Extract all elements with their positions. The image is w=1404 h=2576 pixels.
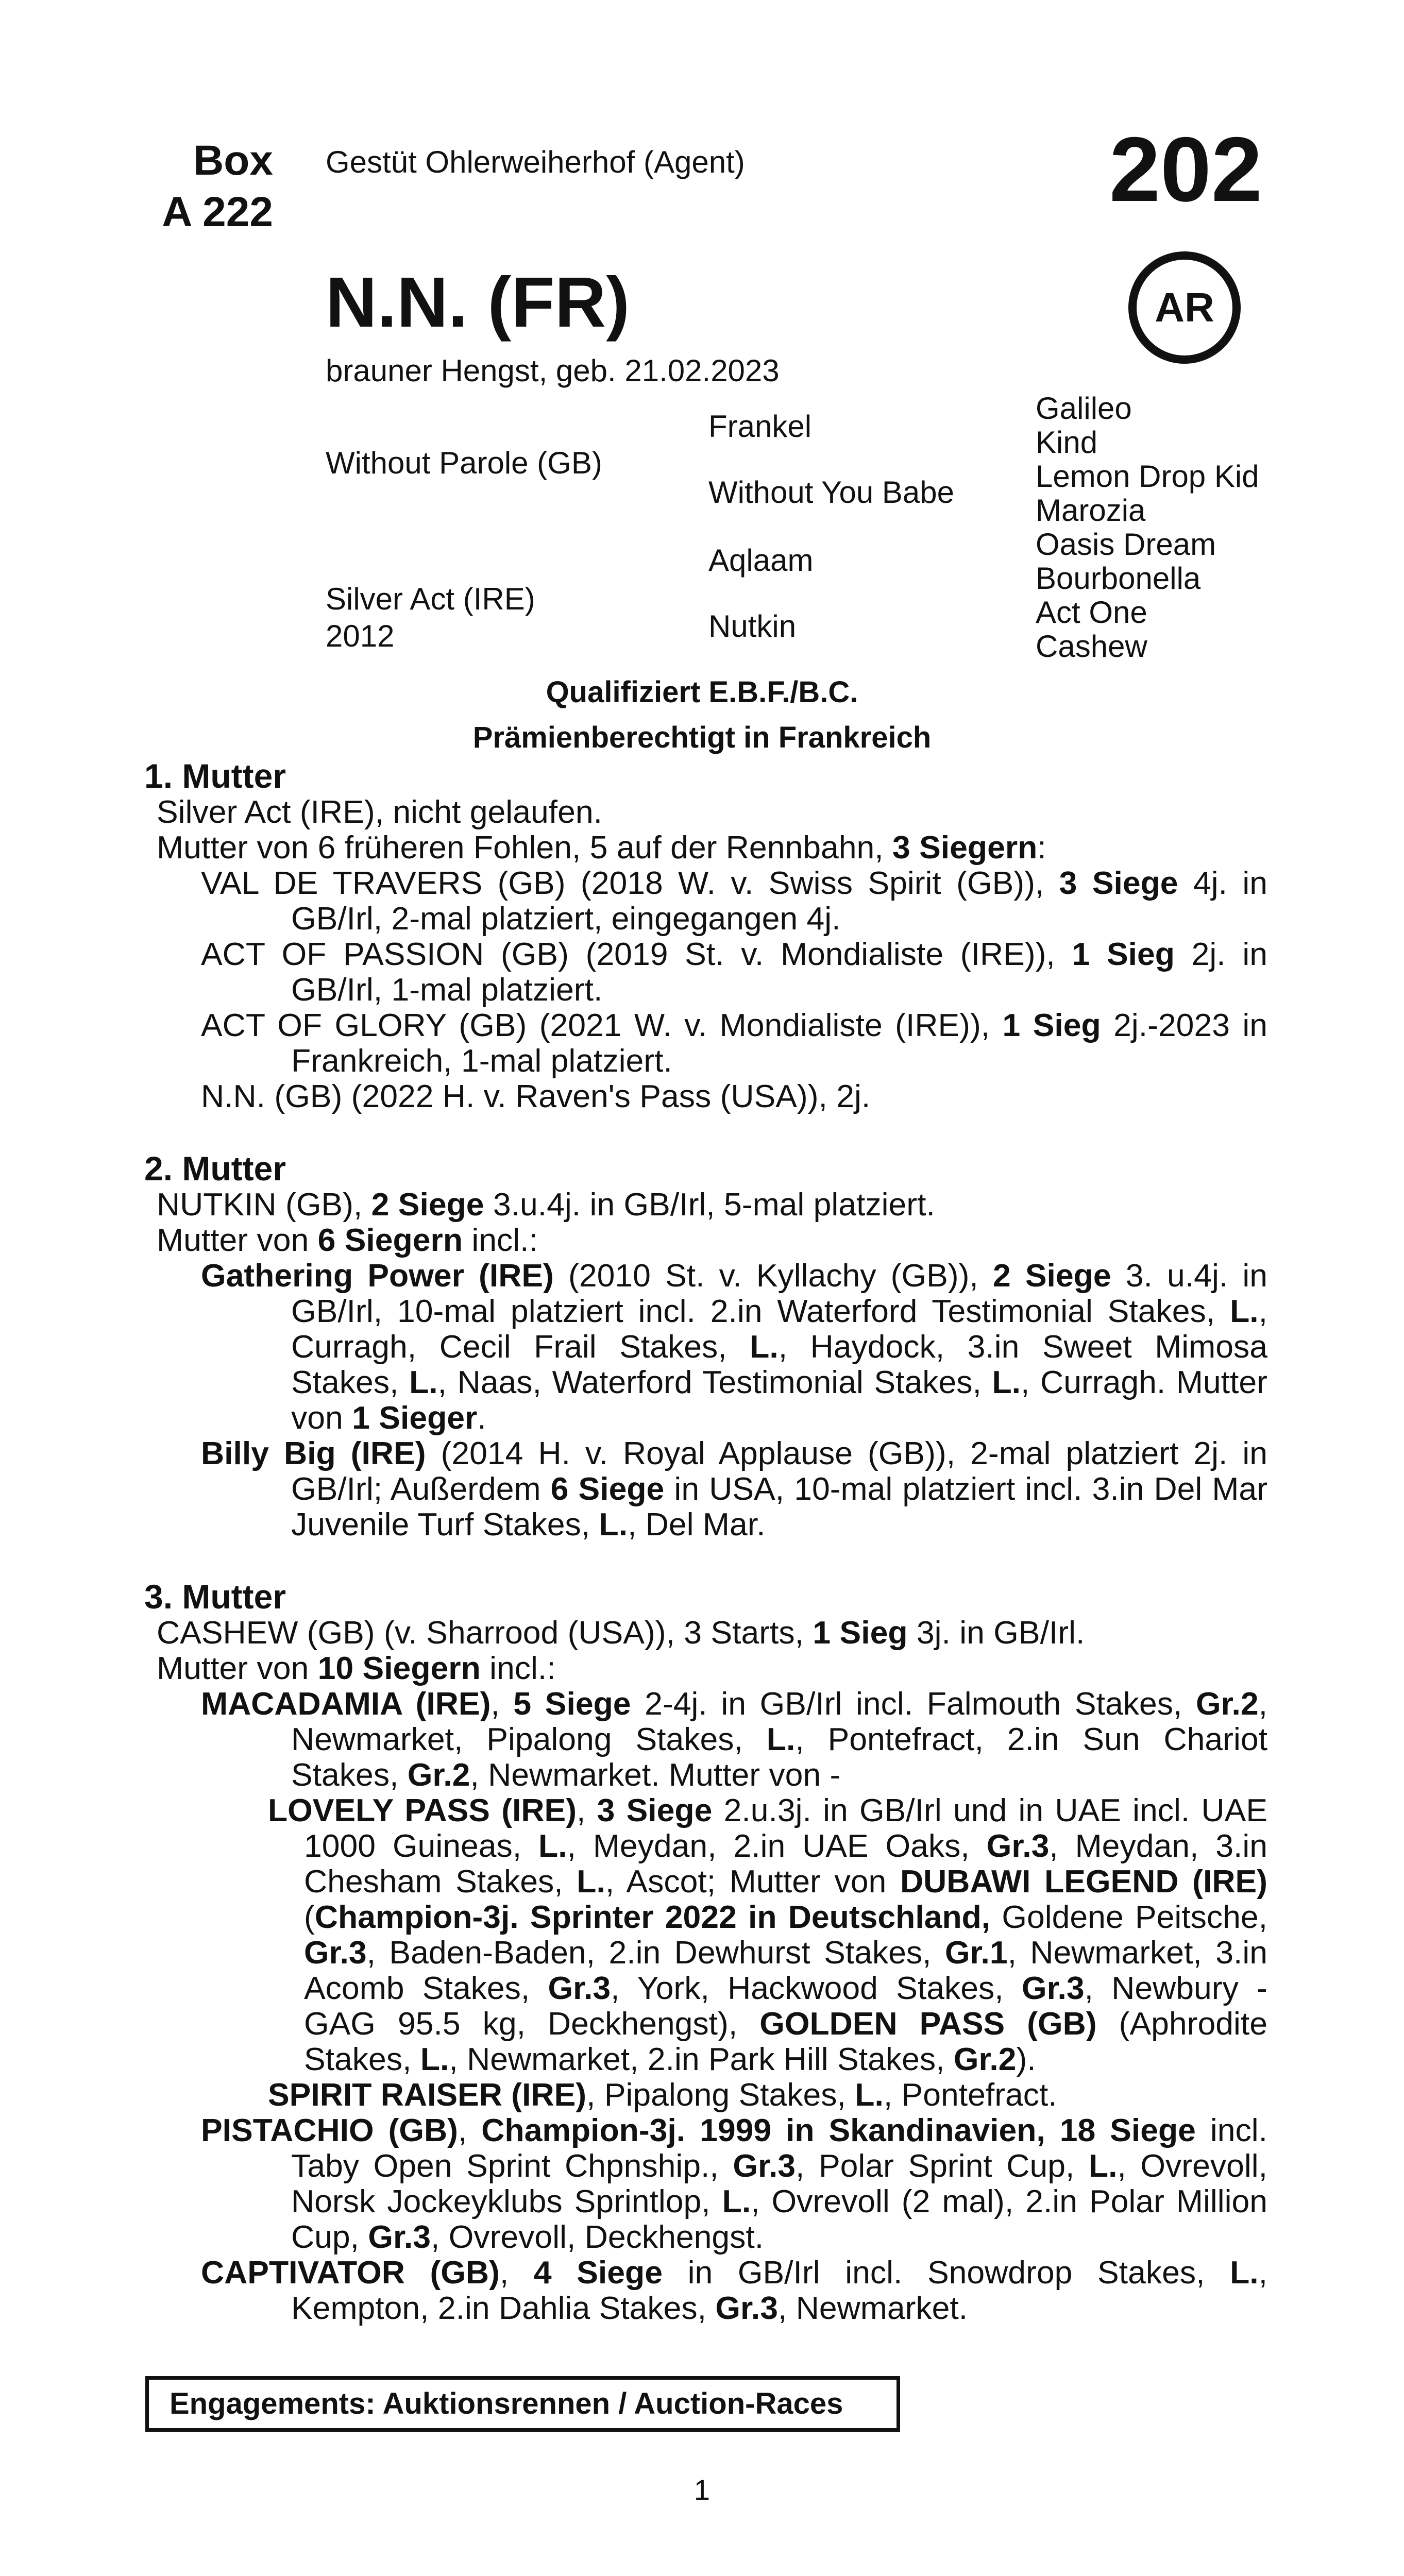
offspring-entry: ACT OF PASSION (GB) (2019 St. v. Mondialiste (IRE)), 1 Sieg 2j. in GB/Irl, 1-mal platziert. [201,936,1267,1008]
pedigree-sire-dam: Without You Babe [708,475,955,510]
page-number: 1 [693,2473,711,2506]
pedigree-dam-dam: Nutkin [708,609,797,643]
section-heading: 2. Mutter [144,1149,286,1188]
pedigree-sire-sire: Frankel [708,409,812,444]
pedigree-gen3-item: Oasis Dream [1036,527,1216,562]
pedigree-gen3-item: Bourbonella [1036,561,1201,596]
pedigree-gen3-item: Marozia [1036,493,1146,528]
lot-number: 202 [1109,118,1262,221]
pedigree-gen3-item: Lemon Drop Kid [1036,459,1259,494]
offspring-summary: Mutter von 6 früheren Fohlen, 5 auf der Rennbahn, 3 Siegern: [157,829,1046,866]
pedigree-gen3 [1036,392,1259,664]
pedigree-dam: Silver Act (IRE) [326,582,535,616]
ar-badge-icon: AR [1128,251,1241,364]
box-label-line2: A 222 [162,189,273,235]
qualification-line1: Qualifiziert E.B.F./B.C. [546,675,858,709]
offspring-entry: Gathering Power (IRE) (2010 St. v. Kyllachy (GB)), 2 Siege 3. u.4j. in GB/Irl, 10-mal platziert incl. 2.in Waterford Testimonial Stakes, L., Curragh, Cecil Frail Stakes, L., Haydock, 3.in Sweet Mimosa Stakes, L., Naas, Waterford Testimonial Stakes, L., Curragh. Mutter von 1 Sieger. [201,1258,1268,1436]
offspring-entry: Billy Big (IRE) (2014 H. v. Royal Applause (GB)), 2-mal platziert 2j. in GB/Irl; Außerdem 6 Siege in USA, 10-mal platziert incl. 3.in Del Mar Juvenile Turf Stakes, L., Del Mar. [201,1435,1268,1543]
pedigree-gen3-item: Galileo [1036,391,1132,426]
engagements-box: Engagements: Auktionsrennen / Auction-Races [145,2376,900,2432]
pedigree-gen3-item: Act One [1036,595,1147,630]
offspring-entry: VAL DE TRAVERS (GB) (2018 W. v. Swiss Spirit (GB)), 3 Siege 4j. in GB/Irl, 2-mal platziert, eingegangen 4j. [201,865,1268,937]
dam-intro: CASHEW (GB) (v. Sharrood (USA)), 3 Starts, 1 Sieg 3j. in GB/Irl. [157,1615,1085,1651]
dam-line-text [144,757,1267,2326]
agent-name: Gestüt Ohlerweiherhof (Agent) [326,145,745,179]
horse-name: N.N. (FR) [326,263,630,342]
dam-intro: Silver Act (IRE), nicht gelaufen. [157,794,602,830]
offspring-entry: SPIRIT RAISER (IRE), Pipalong Stakes, L., Pontefract. [268,2077,1057,2113]
pedigree-gen3-item: Kind [1036,425,1098,460]
box-label [124,135,273,238]
offspring-entry: CAPTIVATOR (GB), 4 Siege in GB/Irl incl. Snowdrop Stakes, L., Kempton, 2.in Dahlia Stakes, Gr.3, Newmarket. [201,2255,1267,2326]
offspring-entry: ACT OF GLORY (GB) (2021 W. v. Mondialiste (IRE)), 1 Sieg 2j.-2023 in Frankreich, 1-mal platziert. [201,1007,1267,1079]
qualification-line2: Prämienberechtigt in Frankreich [472,721,932,754]
offspring-summary: Mutter von 6 Siegern incl.: [157,1222,538,1258]
horse-description: brauner Hengst, geb. 21.02.2023 [326,353,780,388]
offspring-summary: Mutter von 10 Siegern incl.: [157,1650,556,1686]
offspring-entry: N.N. (GB) (2022 H. v. Raven's Pass (USA)), 2j. [201,1078,871,1114]
pedigree-dam-sire: Aqlaam [708,543,814,578]
box-label-line1: Box [193,137,273,184]
dam-intro: NUTKIN (GB), 2 Siege 3.u.4j. in GB/Irl, 5-mal platziert. [157,1187,935,1223]
pedigree-gen3-item: Cashew [1036,629,1147,664]
offspring-entry: LOVELY PASS (IRE), 3 Siege 2.u.3j. in GB/Irl und in UAE incl. UAE 1000 Guineas, L., Meydan, 2.in UAE Oaks, Gr.3, Meydan, 3.in Chesham Stakes, L., Ascot; Mutter von DUBAWI LEGEND (IRE) (Champion-3j. Sprinter 2022 in Deutschland, Goldene Peitsche, Gr.3, Baden-Baden, 2.in Dewhurst Stakes, Gr.1, Newmarket, 3.in Acomb Stakes, Gr.3, York, Hackwood Stakes, Gr.3, Newbury - GAG 95.5 kg, Deckhengst), GOLDEN PASS (GB) (Aphrodite Stakes, L., Newmarket, 2.in Park Hill Stakes, Gr.2). [268,1792,1268,2077]
section-heading: 3. Mutter [144,1578,286,1616]
section-heading: 1. Mutter [144,757,286,795]
offspring-entry: MACADAMIA (IRE), 5 Siege 2-4j. in GB/Irl incl. Falmouth Stakes, Gr.2, Newmarket, Pipalong Stakes, L., Pontefract, 2.in Sun Chariot Stakes, Gr.2, Newmarket. Mutter von - [201,1686,1267,1793]
pedigree-sire: Without Parole (GB) [326,446,602,480]
pedigree-dam-year: 2012 [326,619,395,653]
offspring-entry: PISTACHIO (GB), Champion-3j. 1999 in Skandinavien, 18 Siege incl. Taby Open Sprint Chpnship., Gr.3, Polar Sprint Cup, L., Ovrevoll, Norsk Jockeyklubs Sprintlop, L., Ovrevoll (2 mal), 2.in Polar Million Cup, Gr.3, Ovrevoll, Deckhengst. [201,2112,1268,2255]
